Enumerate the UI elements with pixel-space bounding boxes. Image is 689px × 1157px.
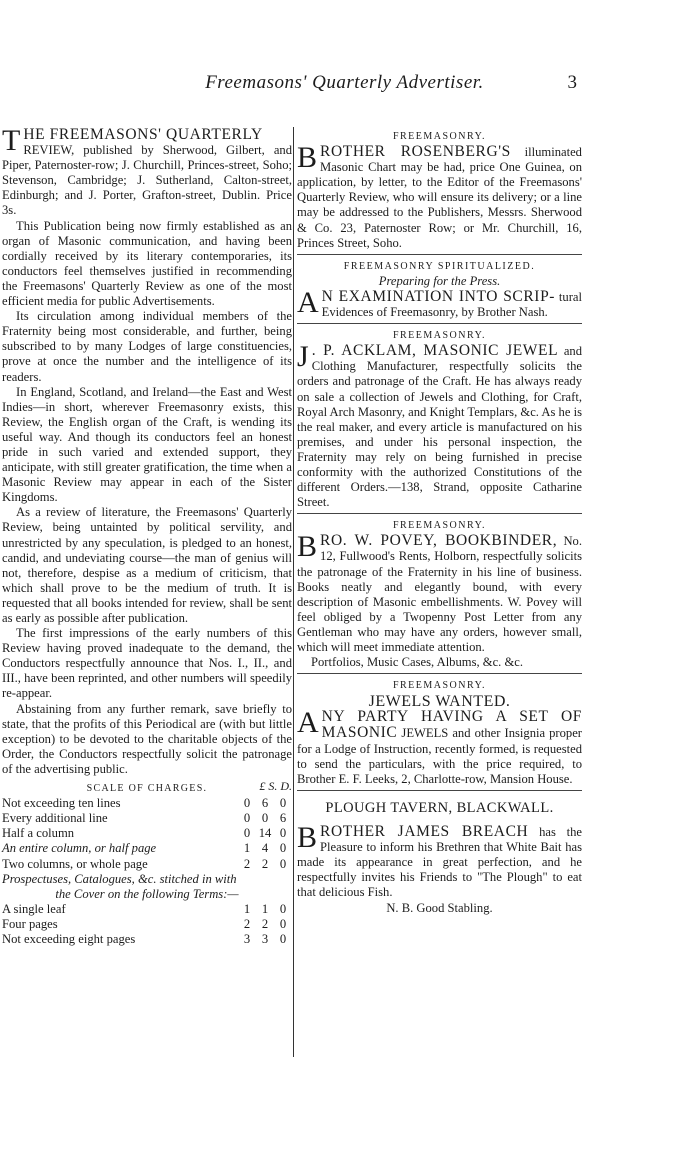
- section-rule: [297, 790, 582, 791]
- scale-of-charges-heading: [2, 781, 292, 796]
- review-paragraph-2: This Publication being now firmly established as an organ of Masonic communication, and having been cordially received by its literary contemporaries, its conductors feel themselves justified in recommending the Freemasons' Quarterly Review as one of the most efficient media for public Advertisements.: [2, 218, 292, 309]
- review-paragraph-4: In England, Scotland, and Ireland—the East and West Indies—in short, wherever Freemasonry exists, this Review, the English organ of the Craft, is wending its useful way. And though its conductors feel an honest pride in such varied and extended support, they anticipate, with still greater gratification, the time when a Masonic Review may appear in each of the Sister Kingdoms.: [2, 384, 292, 505]
- ad-note: N. B. Good Stabling.: [386, 901, 493, 916]
- rate-pounds: 0: [243, 811, 251, 826]
- drop-cap: A: [297, 285, 319, 319]
- rates-table: [2, 796, 292, 871]
- drop-cap: T: [2, 124, 21, 157]
- rate-shillings: 14: [258, 826, 272, 841]
- rate-pounds: 3: [243, 931, 251, 946]
- review-paragraph-1: REVIEW, published by Sherwood, Gilbert, and Piper, Paternoster-row; J. Churchill, Princes-street, Soho; Stevenson, Cambridge; J. Sutherland, Calton-street, Edinburgh; and J. Porter, Grafton-street, Dublin. Price 3s.: [2, 143, 292, 218]
- rate-label: Half a column: [2, 826, 75, 841]
- ad-kicker: FREEMASONRY SPIRITUALIZED.: [343, 260, 536, 272]
- ad-kicker: FREEMASONRY.: [392, 330, 487, 342]
- ad-heading: N EXAMINATION INTO SCRIP-: [321, 287, 556, 305]
- left-column: [2, 124, 292, 947]
- review-paragraph-5: As a review of literature, the Freemasons' Quarterly Review, being untainted by political servility, and unrestricted by any speculation, is pledged to an honest, candid, and undeviating course—the man of genius will not, therefore, despise as a medium of criticism, that which shall prove to be the medium of truth. It is requested that all books intended for review, shall be sent as early as possible after publication.: [2, 505, 292, 625]
- rate-row: [2, 902, 292, 917]
- rate-shillings: 0: [261, 811, 269, 826]
- rate-shillings: 2: [261, 856, 269, 871]
- rate-pounds: 1: [243, 901, 251, 916]
- ad-kicker: FREEMASONRY.: [392, 680, 487, 692]
- rosenberg-advert: [297, 129, 582, 251]
- rate-pounds: 0: [243, 796, 251, 811]
- stitched-rates-table: [2, 902, 292, 947]
- ad-body-extra: Portfolios, Music Cases, Albums, &c. &c.: [311, 655, 523, 670]
- rate-pence: 0: [279, 916, 287, 931]
- ad-body: tural Evidences of Freemasonry, by Brother Nash.: [321, 289, 583, 320]
- section-rule: [297, 513, 582, 514]
- drop-cap: B: [297, 141, 318, 175]
- drop-cap: J: [297, 340, 309, 374]
- rate-row: [2, 826, 292, 841]
- right-column: [297, 127, 582, 917]
- prospectus-line-1: Prospectuses, Catalogues, &c. stitched in with: [2, 871, 237, 886]
- rate-pence: 0: [279, 826, 287, 841]
- running-title: Freemasons' Quarterly Advertiser.: [205, 72, 484, 93]
- rate-shillings: 6: [261, 796, 269, 811]
- povey-advert: [297, 518, 582, 670]
- rate-pence: 0: [279, 856, 287, 871]
- rate-shillings: 4: [261, 841, 269, 856]
- prospectus-line-2: the Cover on the following Terms:—: [55, 886, 239, 901]
- rate-pounds: 2: [243, 916, 251, 931]
- plough-tavern-advert: [297, 801, 582, 917]
- ad-body: illuminated Masonic Chart may be had, price One Guinea, on application, by letter, to the Editor of the Freemasons' Quarterly Review, who will ensure its delivery; or a line may be addressed to the Publishers, Messrs. Sherwood & Co. 23, Paternoster Row; or Mr. Churchill, 16, Princes Street, Soho.: [297, 145, 582, 250]
- rate-row: [2, 932, 292, 947]
- rate-pounds: 1: [243, 841, 251, 856]
- currency-header: £ S. D.: [259, 779, 292, 794]
- ad-heading: NY PARTY HAVING A SET OF MASONIC: [321, 708, 582, 742]
- review-paragraph-6: The first impressions of the early numbers of this Review having proved inadequate to the demand, the Conductors respectfully announce that Nos. I., II., and III., have been reprinted, and other numbers will speedily re-appear.: [2, 626, 292, 701]
- column-divider: [293, 127, 294, 1057]
- spiritualized-advert: [297, 259, 582, 320]
- acklam-advert: [297, 328, 582, 510]
- rate-row: [2, 917, 292, 932]
- drop-cap: A: [297, 706, 319, 740]
- ad-title: PLOUGH TAVERN, BLACKWALL.: [325, 799, 554, 816]
- ad-heading: ROTHER ROSENBERG'S: [320, 143, 511, 161]
- rate-pence: 6: [279, 811, 287, 826]
- section-rule: [297, 323, 582, 324]
- rate-label: An entire column, or half page: [2, 841, 157, 856]
- ad-body: No. 12, Fullwood's Rents, Holborn, respectfully solicits the patronage of the Fraternity in his line of business. Books neatly and elegantly bound, with every description of Masonic embellishments. W. Povey will feel obliged by a Twopenny Post Letter from any Gentleman who may have any orders, however small, which will meet immediate attention.: [297, 534, 582, 654]
- review-heading: HE FREEMASONS' QUARTERLY: [23, 126, 263, 143]
- drop-cap: B: [297, 530, 318, 564]
- ad-kicker: FREEMASONRY.: [392, 131, 487, 142]
- page-header: [0, 72, 689, 102]
- rate-pounds: 2: [243, 856, 251, 871]
- jewels-wanted-advert: [297, 678, 582, 787]
- review-paragraph-7: Abstaining from any further remark, save briefly to state, that the profits of this Periodical are (with but little exception) to be devoted to the charitable objects of the Order, the Conductors respectfully solicit the patronage of the advertising public.: [2, 701, 292, 776]
- rate-pence: 0: [279, 901, 287, 916]
- rate-label: A single leaf: [2, 901, 66, 916]
- rate-label: Not exceeding eight pages: [2, 931, 136, 946]
- rate-pence: 0: [279, 841, 287, 856]
- rate-shillings: 2: [261, 916, 269, 931]
- review-paragraph-3: Its circulation among individual members of the Fraternity being most considerable, and further, being subscribed to by many Lodges of large constituencies, prove at once the number and the intelligence of its readers.: [2, 309, 292, 384]
- rate-label: Not exceeding ten lines: [2, 796, 121, 811]
- rate-shillings: 3: [261, 931, 269, 946]
- ad-heading: . P. ACKLAM, MASONIC JEWEL: [311, 342, 559, 360]
- review-advert: [2, 124, 292, 777]
- scale-heading-text: SCALE OF CHARGES.: [86, 783, 208, 795]
- section-rule: [297, 254, 582, 255]
- rate-pence: 0: [279, 796, 287, 811]
- ad-kicker: FREEMASONRY.: [392, 520, 487, 532]
- ad-subheading: Preparing for the Press.: [378, 273, 501, 288]
- rate-row: [2, 841, 292, 856]
- ad-body: and Clothing Manufacturer, respectfully solicits the orders and patronage of the Craft. He has always ready on sale a collection of Jewels and Clothing, for Craft, Royal Arch Masonry, and Knight Templars, &c. As he is the real maker, and every article is manufactured on his premises, and under his personal inspection, the Fraternity may rely on being furnished in precise conformity with the authorized Constitutions of the different Orders.—138, Strand, opposite Catharine Street.: [297, 344, 582, 510]
- rate-row: [2, 796, 292, 811]
- drop-cap: B: [297, 820, 318, 854]
- rate-pounds: 0: [243, 826, 251, 841]
- ad-title: JEWELS WANTED.: [368, 693, 511, 711]
- rate-shillings: 1: [261, 901, 269, 916]
- rate-row: [2, 857, 292, 872]
- ad-heading: RO. W. POVEY, BOOKBINDER,: [320, 532, 558, 550]
- ad-body: JEWELS and other Insignia proper for a Lodge of Instruction, recently formed, is requested to send the particulars, with the price required, to Brother E. F. Leeks, 2, Charlotte-row, Mansion House.: [297, 726, 582, 786]
- ad-heading: ROTHER JAMES BREACH: [320, 822, 529, 840]
- rate-label: Two columns, or whole page: [2, 856, 148, 871]
- rate-label: Every additional line: [2, 811, 108, 826]
- page-number: 3: [567, 72, 577, 93]
- rate-pence: 0: [279, 931, 287, 946]
- section-rule: [297, 673, 582, 674]
- ad-body: has the Pleasure to inform his Brethren that White Bait has made its appearance in great perfection, and he respectfully invites his Friends to "The Plough" to eat that delicious Fish.: [297, 824, 582, 900]
- rate-label: Four pages: [2, 916, 58, 931]
- rate-row: [2, 811, 292, 826]
